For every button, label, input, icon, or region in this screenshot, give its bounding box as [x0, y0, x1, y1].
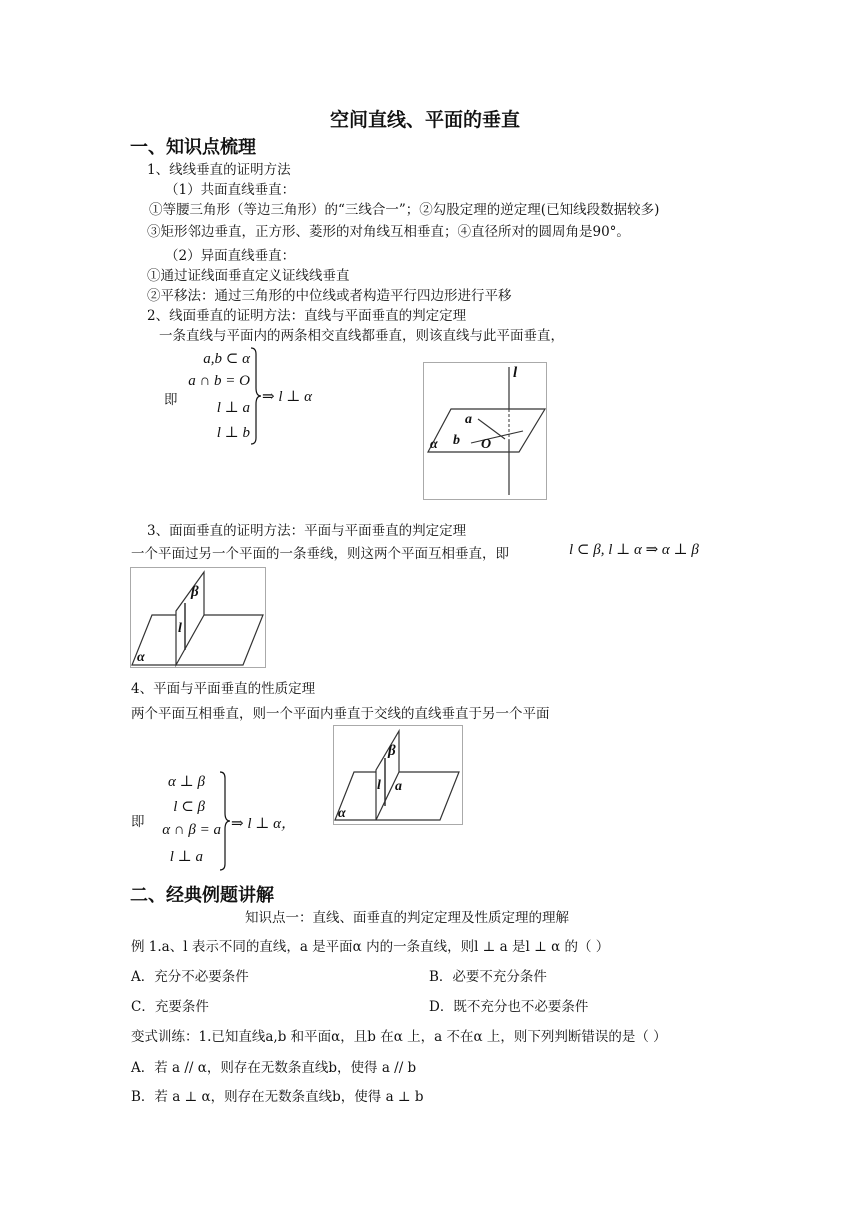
label-l: l — [377, 778, 381, 793]
option-C: C．充要条件 — [131, 999, 209, 1015]
variant-1: 变式训练：1.已知直线a,b 和平面α，且b 在α 上，a 不在α 上，则下列判断错误的是（ ） — [131, 1029, 667, 1045]
result-1: ⇒ l ⊥ α — [262, 389, 312, 405]
ji-label: 即 — [164, 392, 178, 408]
result-2: ⇒ l ⊥ α， — [231, 816, 296, 832]
figure-plane-perp-property — [333, 725, 463, 825]
label-alpha: α — [137, 650, 145, 665]
condition: l ⊥ a — [216, 400, 250, 416]
right-brace — [249, 346, 263, 446]
subsection-1: 1、线线垂直的证明方法 — [147, 162, 291, 178]
label-a: a — [465, 412, 472, 427]
label-alpha: α — [430, 437, 438, 452]
text-line: ①等腰三角形（等边三角形）的“三线合一”；②勾股定理的逆定理(已知线段数据较多) — [149, 202, 660, 218]
section-heading-1: 一、知识点梳理 — [130, 137, 256, 158]
page-title: 空间直线、平面的垂直 — [330, 109, 521, 131]
label-beta: β — [191, 584, 199, 600]
label-l: l — [513, 365, 518, 381]
section-heading-2: 二、经典例题讲解 — [130, 885, 274, 906]
text-line: ①通过证线面垂直定义证线线垂直 — [147, 268, 350, 284]
label-a: a — [395, 779, 402, 794]
example-1: 例 1.a、l 表示不同的直线，a 是平面α 内的一条直线，则l ⊥ a 是l ⊥ α 的（ ） — [131, 939, 610, 955]
formula-3: l ⊂ β, l ⊥ α ⇒ α ⊥ β — [569, 542, 699, 558]
text-line: ③矩形邻边垂直，正方形、菱形的对角线互相垂直；④直径所对的圆周角是90°。 — [147, 224, 630, 240]
text-line: 一个平面过另一个平面的一条垂线，则这两个平面互相垂直，即 — [131, 546, 509, 562]
condition: α ⊥ β — [168, 774, 205, 790]
condition: l ⊂ β — [173, 799, 205, 815]
subsection-2: 2、线面垂直的证明方法：直线与平面垂直的判定定理 — [147, 308, 467, 324]
text-line: 一条直线与平面内的两条相交直线都垂直，则该直线与此平面垂直， — [159, 328, 564, 344]
subsection-1a: （1）共面直线垂直： — [165, 182, 296, 198]
label-b: b — [453, 433, 460, 448]
right-brace — [218, 770, 232, 872]
variant-option-A: A．若 a // α，则存在无数条直线b，使得 a // b — [131, 1060, 417, 1076]
condition: α ∩ β = a — [162, 822, 221, 838]
label-beta: β — [388, 743, 396, 759]
knowledge-point-1: 知识点一：直线、面垂直的判定定理及性质定理的理解 — [245, 910, 569, 926]
ji-label: 即 — [131, 814, 145, 830]
text-line: 两个平面互相垂直，则一个平面内垂直于交线的直线垂直于另一个平面 — [131, 706, 550, 722]
condition: l ⊥ b — [216, 425, 250, 441]
condition: a ∩ b = O — [188, 373, 250, 389]
variant-option-B: B．若 a ⊥ α，则存在无数条直线b，使得 a ⊥ b — [131, 1089, 424, 1105]
subsection-1b: （2）异面直线垂直： — [165, 248, 296, 264]
condition-system-2 — [146, 770, 221, 872]
text-line: ②平移法：通过三角形的中位线或者构造平行四边形进行平移 — [147, 288, 512, 304]
option-B: B．必要不充分条件 — [429, 969, 547, 985]
condition-system-1 — [180, 346, 250, 446]
subsection-3: 3、面面垂直的证明方法：平面与平面垂直的判定定理 — [147, 523, 467, 539]
label-O: O — [481, 437, 492, 452]
label-l: l — [178, 621, 182, 636]
label-alpha: α — [338, 806, 346, 821]
figure-line-perp-plane — [423, 362, 547, 500]
condition: a,b ⊂ α — [203, 351, 250, 367]
condition: l ⊥ a — [169, 849, 203, 865]
option-A: A．充分不必要条件 — [131, 969, 249, 985]
option-D: D．既不充分也不必要条件 — [429, 999, 589, 1015]
subsection-4: 4、平面与平面垂直的性质定理 — [131, 681, 316, 697]
figure-plane-perp-plane — [130, 567, 266, 668]
